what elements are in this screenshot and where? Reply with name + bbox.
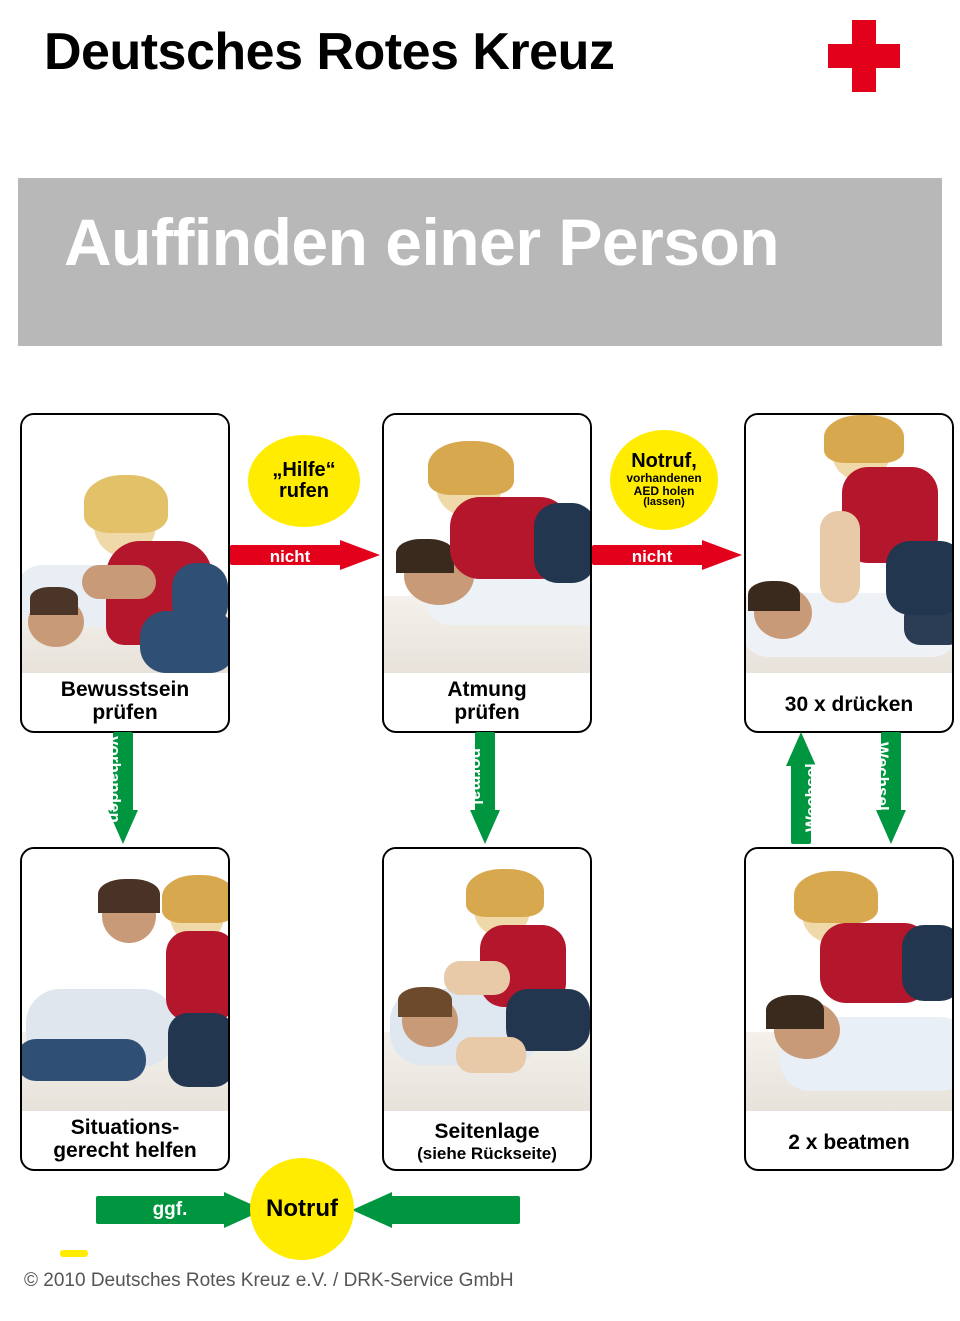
bubble-notruf-aed [610,430,718,530]
card-30x-druecken[interactable] [744,413,954,733]
photo-situation [22,849,228,1111]
bubble-line-2: rufen [279,480,329,502]
card-caption-situation [22,1116,228,1163]
bubble-line-1: „Hilfe“ [272,459,336,481]
arrow-label-vorhanden: vorhanden [105,736,124,823]
card-situationsgerecht-helfen[interactable] [20,847,230,1171]
card-caption-atmung [384,678,590,725]
bubble-notruf [250,1158,354,1260]
photo-druecken [746,415,952,673]
caption-line-2: (siehe Rückseite) [417,1143,557,1163]
bubble-line-2: vorhandenen [626,471,702,486]
arrow-label-ggf: ggf. [152,1199,188,1220]
arrow-label-normal: normal [467,748,486,805]
caption-line-1: Situations- [70,1115,180,1139]
arrow-label-wechsel-down: Wechsel [873,742,892,811]
arrow-label-nicht-normal: nicht normal [623,547,681,584]
card-seitenlage[interactable] [382,847,592,1171]
caption-line-2: gerecht helfen [53,1139,197,1163]
bubble-hilfe-rufen [248,435,360,527]
card-atmung-pruefen[interactable] [382,413,592,733]
photo-bewusstsein [22,415,228,673]
card-caption-bewusstsein [22,678,228,725]
card-2x-beatmen[interactable] [744,847,954,1171]
arrow-label-wechsel-up: Wechsel [802,763,821,832]
bubble-line-1: Notruf, [631,450,697,473]
caption-line-1: Atmung [447,677,527,701]
page-header [0,0,960,110]
page-title: Auffinden einer Person [64,205,780,279]
card-caption-beatmen: 2 x beatmen [788,1131,910,1155]
yellow-marker [60,1250,88,1257]
card-caption-seitenlage [384,1120,590,1163]
copyright-footer: © 2010 Deutsches Rotes Kreuz e.V. / DRK-Service GmbH [24,1270,514,1291]
card-caption-druecken: 30 x drücken [784,693,914,717]
photo-atmung [384,415,590,673]
card-bewusstsein-pruefen[interactable] [20,413,230,733]
arrow-seitenlage-to-notruf [352,1192,520,1228]
caption-line-2: prüfen [92,701,158,725]
bubble-line-4: (lassen) [643,496,685,509]
caption-line-2: prüfen [454,701,520,725]
photo-seitenlage [384,849,590,1111]
caption-line-1: Seitenlage [434,1120,540,1144]
bubble-line-1: Notruf [266,1195,338,1223]
page-title-bar [18,178,942,346]
red-cross-icon [828,20,900,92]
arrow-label-nicht-vorhanden: nicht vorhanden [246,547,334,584]
bubble-line-3: AED holen [633,483,695,498]
brand-title: Deutsches Rotes Kreuz [44,23,615,81]
photo-beatmen [746,849,952,1111]
caption-line-1: Bewusstsein [60,677,190,701]
